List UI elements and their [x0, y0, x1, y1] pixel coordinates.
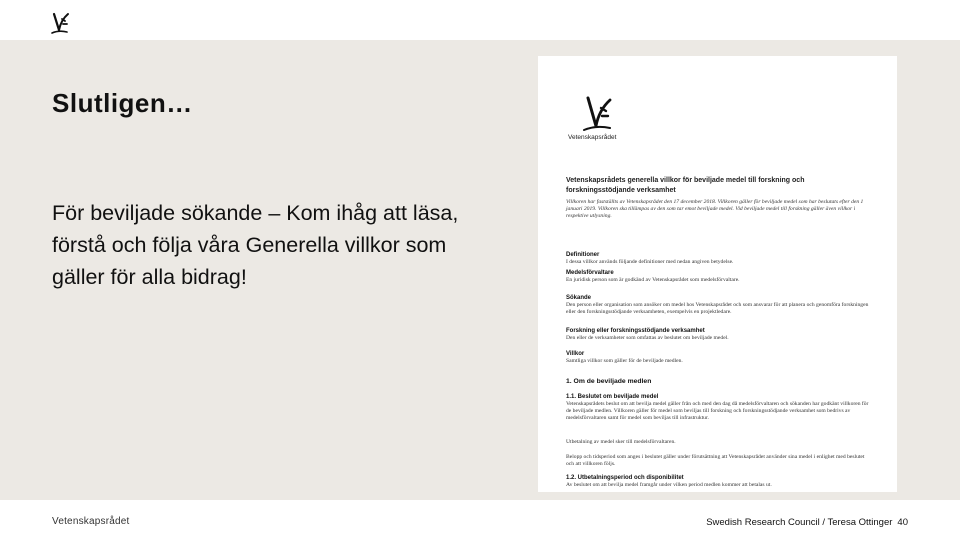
slide-body-text: För beviljade sökande – Kom ihåg att läsa, förstå och följa våra Generella villkor som gäller för alla bidrag! [52, 201, 459, 289]
document-section-heading: Medelsförvaltare [566, 270, 614, 276]
document-chapter-heading: 1. Om de beviljade medlen [566, 378, 652, 385]
document-subsection-text: Vetenskapsrådets beslut om att bevilja medel gäller från och med den dag då medelsförvaltaren och sökanden har godkänt villkoren för de beviljade medlen. Villkoren gäller för medel som beviljas till forskning och forskningsstödjande verksamhet som bedrivs av medelsförvaltaren samt för medel som beviljas till infrastruktur. [566, 401, 869, 421]
document-section-text: I dessa villkor används följande definitioner med nedan angiven betydelse. [566, 259, 734, 265]
document-section-text: Den eller de verksamheter som omfattas av beslutet om beviljade medel. [566, 335, 729, 341]
vetenskapsradet-logo-icon [46, 8, 76, 38]
document-brand: Vetenskapsrådet [568, 134, 617, 141]
document-subsection-text: Av beslutet om att bevilja medel framgår under vilken period medlen kommer att betalas ut. [566, 482, 772, 488]
page-number: 40 [897, 517, 908, 528]
document-section-text: En juridisk person som är godkänd av Vetenskapsrådet som medelsförvaltare. [566, 277, 740, 283]
document-subsection-text: Belopp och tidsperiod som anges i beslutet gäller under förutsättning att Vetenskapsrådet använder sina medel i enlighet med beslutet och att villkoren följs. [566, 454, 865, 467]
document-intro: Villkoren har fastställts av Vetenskapsrådet den 17 december 2018. Villkoren gäller för beviljade medel som har beslutats efter den 1 januari 2019. Villkoren ska tillämpas av den som tar emot beviljade medel. Vid beviljade medel till forskning gäller även villkor i respektive utlysning. [566, 199, 864, 219]
document-section-heading: Sökande [566, 295, 592, 301]
footer-credit [701, 517, 908, 528]
document-preview [538, 56, 897, 492]
document-title: Vetenskapsrådets generella villkor för beviljade medel till forskning och forskningsstödjande verksamhet [566, 177, 805, 194]
footer-credit-text: Swedish Research Council / Teresa Ottinger [706, 517, 893, 528]
document-subsection-text: Utbetalning av medel sker till medelsförvaltaren. [566, 439, 676, 445]
document-subsection-heading: 1.1. Beslutet om beviljade medel [566, 394, 659, 400]
document-section-heading: Definitioner [566, 252, 600, 258]
top-band [0, 0, 960, 40]
document-section-heading: Villkor [566, 351, 585, 357]
document-section-heading: Forskning eller forskningsstödjande verksamhet [566, 328, 705, 334]
document-section-text: Samtliga villkor som gäller för de beviljade medlen. [566, 358, 683, 364]
slide-title: Slutligen… [52, 88, 193, 118]
document-section-text: Den person eller organisation som ansöker om medel hos Vetenskapsrådet och som ansvarar för att planera och genomföra forskningen eller den forskningsstödjande verksamheten, exempelvis en projektledare. [566, 302, 869, 315]
footer-brand: Vetenskapsrådet [52, 516, 130, 527]
document-logo-icon [564, 84, 632, 152]
document-subsection-heading: 1.2. Utbetalningsperiod och disponibilitet [566, 475, 684, 481]
